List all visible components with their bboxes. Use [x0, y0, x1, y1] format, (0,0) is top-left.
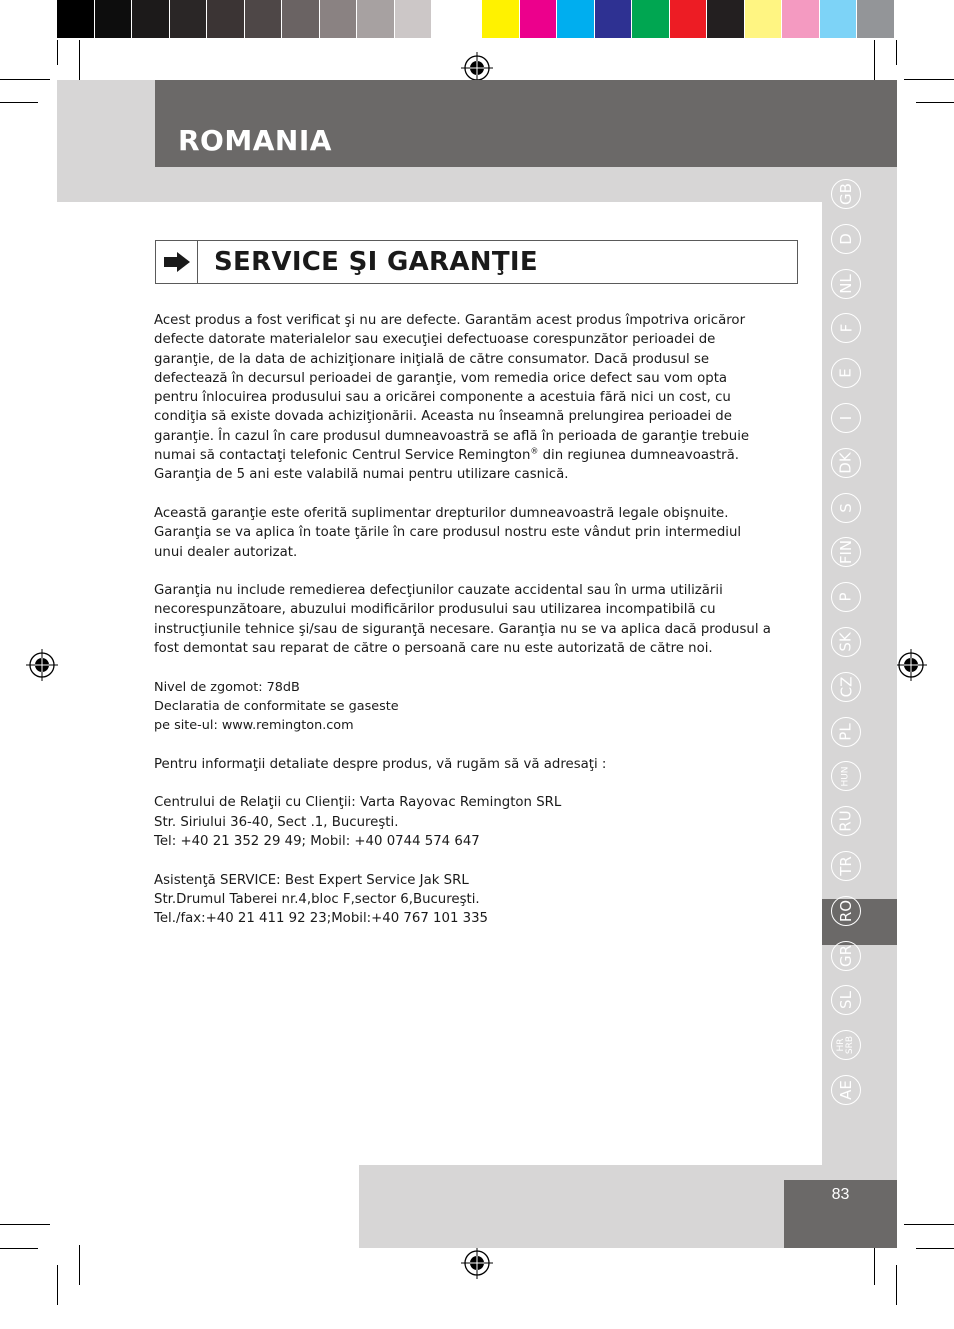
text-line: Declaratia de conformitate se gaseste [154, 698, 399, 714]
color-bar-right-swatch [482, 0, 520, 38]
language-tab-sl[interactable] [830, 981, 862, 1019]
color-bar-left-swatch [282, 0, 320, 38]
page-header [155, 80, 897, 167]
text-line: garanţie, de la data de achiziţionare iniţială de către consumator. Dacă produsul se [154, 351, 710, 367]
color-bar-left-swatch [132, 0, 170, 38]
text-line: instrucţiunile tehnice şi/sau de siguranţă necesare. Garanţia nu se va aplica dacă produsul a [154, 621, 771, 637]
text-line: Garanţia se va aplica în toate ţările în care produsul nostru este vândut prin intermediul [154, 525, 742, 541]
language-tab-label: RO [836, 899, 855, 922]
color-bar-left-swatch [245, 0, 283, 38]
paragraph-exclusions [154, 581, 784, 658]
paragraph-warranty-terms [154, 311, 784, 485]
crop-mark [79, 1245, 80, 1285]
color-bar-left [57, 0, 470, 38]
crop-mark [916, 1248, 954, 1249]
language-tab-circle [831, 941, 861, 971]
language-tab-hr-srb[interactable] [830, 1026, 862, 1064]
language-tab-circle [831, 761, 861, 791]
language-tab-label: AE [837, 1080, 855, 1100]
text-line: Acest produs a fost verificat şi nu are defecte. Garantăm acest produs împotriva oricăror [154, 313, 746, 328]
color-bar-right-swatch [857, 0, 895, 38]
registered-mark: ® [530, 446, 539, 456]
language-tab-circle [831, 1075, 861, 1105]
color-bar-right-swatch [782, 0, 820, 38]
text-fragment: din regiunea dumneavoastră. [538, 448, 740, 464]
language-tab-circle [831, 806, 861, 836]
language-tab-label: RU [837, 810, 855, 832]
text-line: Tel./fax:+40 21 411 92 23;Mobil:+40 767 101 335 [154, 911, 489, 927]
text-fragment: numai să contactaţi telefonic Centrul Service Remington [154, 448, 531, 464]
color-bar-right [482, 0, 895, 38]
text-line: garanţie. În cazul în care produsul dumneavoastră se află în perioada de garanţie trebuie [154, 428, 750, 444]
text-line: Asistenţă SERVICE: Best Expert Service Jak SRL [154, 872, 469, 888]
language-tab-hun[interactable] [830, 757, 862, 795]
language-tab-label: SL [836, 991, 855, 1010]
language-tab-label: DK [836, 452, 855, 474]
language-tab-circle [831, 672, 861, 702]
language-tab-circle [831, 224, 861, 254]
crop-mark [0, 102, 38, 103]
text-line [154, 446, 784, 465]
language-tab-pl[interactable] [830, 713, 862, 751]
page-number: 83 [831, 1186, 850, 1203]
language-tab-e[interactable] [830, 354, 862, 392]
language-tab-ru[interactable] [830, 802, 862, 840]
language-tab-label: E [836, 368, 855, 378]
language-tab-p[interactable] [830, 578, 862, 616]
text-line: Centrului de Relaţii cu Clienţii: Varta Rayovac Remington SRL [154, 795, 562, 811]
color-bar-right-swatch [595, 0, 633, 38]
language-tab-label: GR [836, 944, 855, 967]
language-tab-cz[interactable] [830, 668, 862, 706]
color-bar-left-swatch [395, 0, 433, 38]
section-heading [155, 240, 798, 284]
paragraph-legal-rights [154, 504, 784, 562]
text-line: Garanţia nu include remedierea defecţiunilor cauzate accidental sau în urma utilizării [154, 583, 723, 599]
language-tab-label: CZ [837, 676, 855, 698]
language-tab-label: D [837, 233, 855, 245]
registration-mark-icon [895, 649, 927, 681]
crop-mark [916, 102, 954, 103]
crop-mark [0, 1248, 38, 1249]
language-tab-label: GB [836, 183, 855, 205]
language-tab-label: F [836, 324, 855, 333]
crop-mark [904, 1224, 954, 1225]
color-bar-left-swatch [357, 0, 395, 38]
text-line: pentru înlocuirea produsului sau a oricărei componente a acestuia fără nici un cost, cu [154, 390, 731, 406]
language-tab-i[interactable] [830, 399, 862, 437]
language-tab-circle [831, 896, 861, 926]
crop-mark [0, 79, 50, 80]
paragraph-contact-intro [154, 755, 784, 774]
text-line: unui dealer autorizat. [154, 544, 298, 560]
color-bar-right-swatch [745, 0, 783, 38]
language-tab-circle [831, 627, 861, 657]
language-tab-circle [831, 717, 861, 747]
crop-mark [79, 40, 80, 80]
color-bar-left-swatch [207, 0, 245, 38]
language-tab-label: P [836, 592, 855, 602]
text-line: defecte datorate materialelor sau execuţiei defectuoase corespunzător perioadei de [154, 332, 716, 348]
language-tab-circle [831, 582, 861, 612]
language-tab-label: HUN [840, 766, 851, 787]
language-tab-f[interactable] [830, 309, 862, 347]
page-title: ROMANIA [178, 124, 332, 157]
text-line: Această garanţie este oferită suplimentar drepturilor dumneavoastră legale obişnuite. [154, 505, 729, 521]
language-tab-label: PL [837, 722, 855, 741]
text-line: defectează în decursul perioadei de garanţie, vom remedia orice defect sau vom opta [154, 370, 728, 386]
paragraph-noise-level [154, 678, 784, 736]
paragraph-service [154, 871, 784, 929]
crop-mark [904, 79, 954, 80]
language-tab-gb[interactable] [830, 175, 862, 213]
text-line: necorespunzătoare, abuzului modificărilor produsului sau utilizarea incompatibilă cu [154, 602, 716, 618]
language-tab-circle [831, 448, 861, 478]
language-tab-sk[interactable] [830, 623, 862, 661]
language-tab-label: I [837, 415, 855, 421]
crop-mark [896, 40, 897, 65]
language-tab-circle [831, 358, 861, 388]
language-tab-label: TR [837, 856, 855, 876]
text-line: pe site-ul: www.remington.com [154, 718, 354, 734]
text-line: Nivel de zgomot: 78dB [154, 679, 300, 695]
language-tab-label: HR SRB [835, 1036, 855, 1055]
crop-mark [896, 1265, 897, 1305]
language-tab-ro[interactable] [830, 892, 862, 930]
registration-mark-icon [461, 1247, 493, 1279]
language-tab-circle [831, 851, 861, 881]
color-bar-right-swatch [707, 0, 745, 38]
language-tab-s[interactable] [830, 489, 862, 527]
color-bar-right-swatch [557, 0, 595, 38]
language-tab-ae[interactable] [830, 1071, 862, 1109]
color-bar-left-swatch [320, 0, 358, 38]
page-number-box [784, 1180, 897, 1248]
language-tab-tr[interactable] [830, 847, 862, 885]
language-tab-label: FIN [837, 540, 855, 565]
crop-mark [0, 1224, 50, 1225]
crop-mark [874, 40, 875, 80]
text-line: condiţia să existe dovada achiziţionării. Aceasta nu înseamnă prelungirea perioadei de [154, 409, 732, 425]
color-bar-left-swatch [170, 0, 208, 38]
text-line: fost demontat sau reparat de către o persoană care nu este autorizată de către noi. [154, 641, 713, 657]
section-title: SERVICE ŞI GARANŢIE [214, 247, 538, 277]
section-arrow-cell [156, 241, 198, 283]
language-tab-label: NL [836, 273, 855, 294]
color-bar-right-swatch [632, 0, 670, 38]
language-tab-circle [831, 179, 861, 209]
warranty-text [154, 311, 784, 948]
color-bar-right-swatch [670, 0, 708, 38]
language-tab-nl[interactable] [830, 265, 862, 303]
text-line: Garanţia de 5 ani este valabilă numai pentru utilizare casnică. [154, 467, 569, 483]
language-tab-circle [831, 985, 861, 1015]
color-bar-left-swatch [95, 0, 133, 38]
language-tab-circle [831, 537, 861, 567]
text-line: Str.Drumul Taberei nr.4,bloc F,sector 6,Bucureşti. [154, 891, 480, 907]
language-tab-circle [831, 1030, 861, 1060]
language-tab-gr[interactable] [830, 937, 862, 975]
language-tab-circle [831, 269, 861, 299]
language-tab-label: SK [836, 632, 855, 652]
text-line: Pentru informaţii detaliate despre produs, vă rugăm să vă adresaţi : [154, 756, 607, 772]
language-tab-d[interactable] [830, 220, 862, 258]
language-tab-circle [831, 493, 861, 523]
language-tab-fin[interactable] [830, 533, 862, 571]
registration-mark-icon [26, 649, 58, 681]
language-tab-circle [831, 403, 861, 433]
language-tab-dk[interactable] [830, 444, 862, 482]
text-line: Str. Siriului 36-40, Sect .1, Bucureşti. [154, 814, 399, 830]
crop-mark [57, 40, 58, 65]
language-tab-label: S [837, 502, 855, 513]
color-bar-left-swatch [57, 0, 95, 38]
arrow-right-icon [164, 252, 190, 272]
paragraph-customer-relations [154, 793, 784, 851]
crop-mark [57, 1265, 58, 1305]
color-bar-right-swatch [520, 0, 558, 38]
language-tab-circle [831, 313, 861, 343]
color-bar-right-swatch [820, 0, 858, 38]
text-line: Tel: +40 21 352 29 49; Mobil: +40 0744 574 647 [154, 834, 480, 850]
crop-mark [874, 1245, 875, 1285]
color-bar-left-swatch [432, 0, 470, 38]
